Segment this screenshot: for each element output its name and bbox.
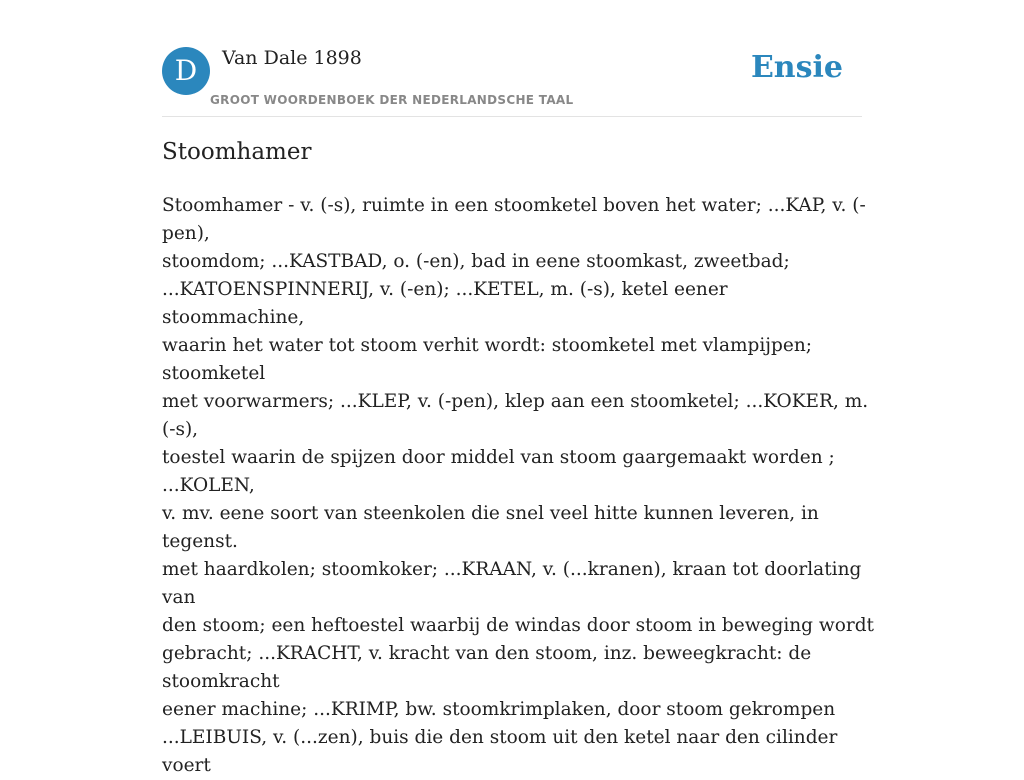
dictionary-name[interactable]: Van Dale 1898 (222, 47, 362, 69)
dictionary-header (162, 46, 862, 117)
dictionary-avatar[interactable]: D (162, 47, 210, 95)
ensie-logo-link[interactable]: Ensie (750, 50, 843, 85)
entry-definition: Stoomhamer - v. (-s), ruimte in een stoomketel boven het water; ...KAP, v. (-pen), stoomdom; ...KASTBAD, o. (-en), bad in eene stoomkast, zweetbad; ...KATOENSPINNERIJ, v. (-en); ...KETEL, m. (-s), ketel eener stoommachine, waarin het water tot stoom verhit wordt: stoomketel met vlampijpen; stoomketel met voorwarmers; ...KLEP, v. (-pen), klep aan een stoomketel; ...KOKER, m. (-s), toestel waarin de spijzen door middel van stoom gaargemaakt worden ; ...KOLEN, v. mv. eene soort van steenkolen die snel veel hitte kunnen leveren, in tegenst. met haardkolen; stoomkoker; ...KRAAN, v. (...kranen), kraan tot doorlating van den stoom; een heftoestel waarbij de windas door stoom in beweging wordt gebracht; ...KRACHT, v. kracht van den stoom, inz. beweegkracht: de stoomkracht eener machine; ...KRIMP, bw. stoomkrimplaken, door stoom gekrompen ...LEIBUIS, v. (...zen), buis die den stoom uit den ketel naar den cilinder voert (162, 195, 874, 776)
dictionary-subtitle: GROOT WOORDENBOEK DER NEDERLANDSCHE TAAL (210, 93, 574, 107)
entry-title: Stoomhamer (162, 139, 312, 165)
